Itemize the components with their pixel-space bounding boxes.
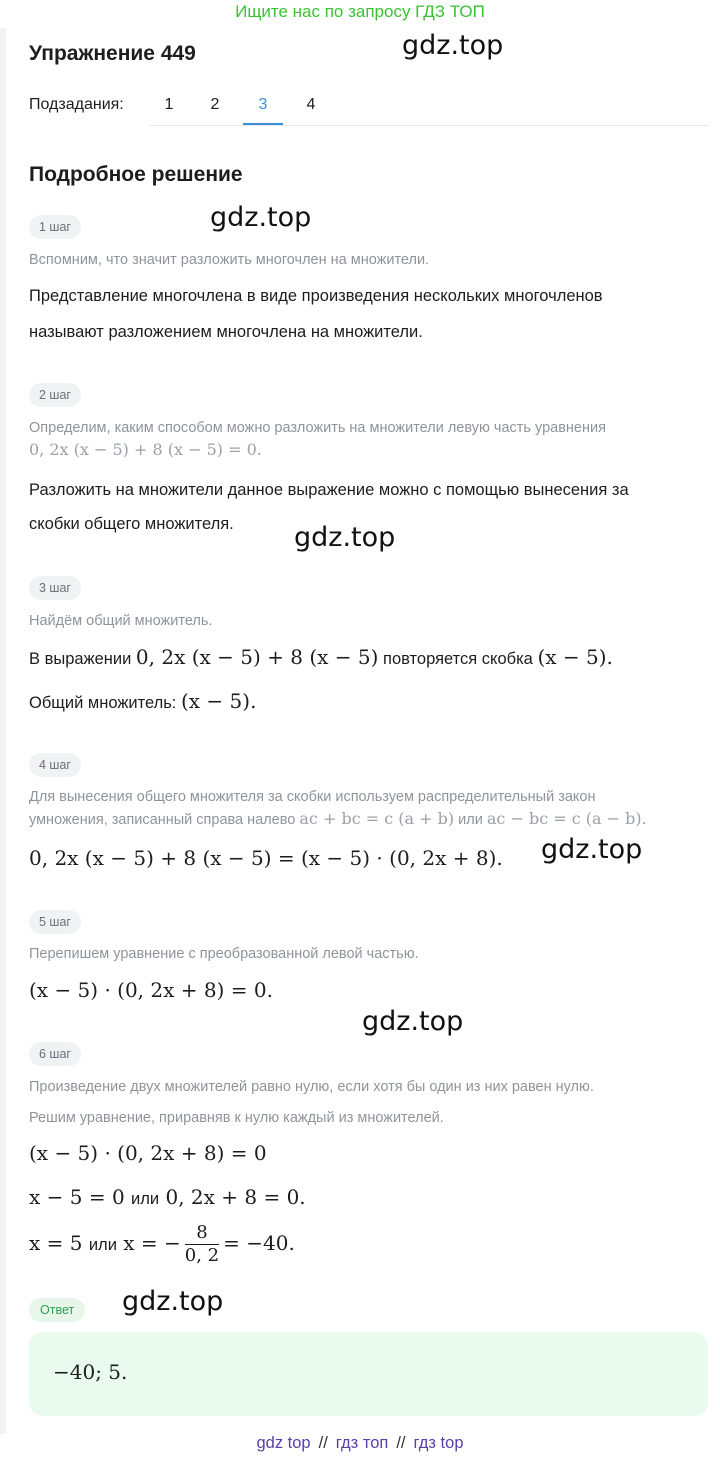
- step-hint: Решим уравнение, приравняв к нулю каждый из множителей.: [29, 1110, 444, 1126]
- step-hint-math: 0, 2x (x − 5) + 8 (x − 5) = 0.: [29, 440, 262, 459]
- step-hint-row: [29, 808, 647, 831]
- step-math: = −40.: [223, 1231, 295, 1255]
- step-hint: Для вынесения общего множителя за скобки используем распределительный закон: [29, 789, 596, 805]
- step-hint-math: ac + bc = c (a + b): [299, 809, 455, 828]
- or-word: или: [131, 1190, 160, 1208]
- step-hint: Перепишем уравнение с преобразованной левой частью.: [29, 946, 419, 962]
- step-math: x = −: [123, 1231, 181, 1255]
- step-text: повторяется скобка: [383, 650, 533, 668]
- step-badge: 4 шаг: [29, 753, 81, 777]
- footer-links: [0, 1434, 720, 1453]
- step-math-row: [29, 1222, 295, 1267]
- subtasks-label: Подзадания:: [29, 96, 124, 113]
- step-hint: Определим, каким способом можно разложить на множители левую часть уравнения: [29, 420, 606, 436]
- step-badge: 1 шаг: [29, 215, 81, 239]
- step-math-row: [29, 1185, 306, 1209]
- answer-box: [29, 1332, 708, 1416]
- search-banner: Ищите нас по запросу ГДЗ ТОП: [235, 2, 485, 21]
- answer-value: −40; 5.: [53, 1360, 128, 1384]
- left-edge-divider: [0, 28, 6, 1434]
- watermark: gdz.top: [402, 30, 504, 61]
- watermark: gdz.top: [541, 834, 643, 865]
- step-text-row: [29, 689, 256, 713]
- section-title: Подробное решение: [29, 163, 243, 186]
- step-badge: 2 шаг: [29, 383, 81, 407]
- footer-link[interactable]: gdz top: [256, 1434, 311, 1452]
- step-hint: Произведение двух множителей равно нулю, если хотя бы один из них равен нулю.: [29, 1079, 594, 1095]
- step-hint: Найдём общий множитель.: [29, 613, 213, 629]
- step-badge: 5 шаг: [29, 910, 81, 934]
- step-badge: 3 шаг: [29, 576, 81, 600]
- step-hint: Вспомним, что значит разложить многочлен на множители.: [29, 252, 430, 268]
- subtask-tab-3[interactable]: 3: [258, 96, 268, 113]
- watermark: gdz.top: [294, 522, 396, 553]
- step-text: скобки общего множителя.: [29, 515, 234, 533]
- step-hint-math: ac − bc = c (a − b).: [486, 809, 647, 828]
- watermark: gdz.top: [362, 1006, 464, 1037]
- watermark: gdz.top: [122, 1286, 224, 1317]
- footer-link[interactable]: гдз топ: [335, 1434, 389, 1452]
- subtask-tab-2[interactable]: 2: [210, 96, 220, 113]
- active-tab-indicator: [243, 123, 283, 125]
- fraction-numerator: 8: [196, 1222, 208, 1243]
- step-badge: 6 шаг: [29, 1042, 81, 1066]
- step-hint: или: [458, 812, 483, 828]
- footer-link[interactable]: гдз top: [413, 1434, 464, 1452]
- page-title: Упражнение 449: [29, 42, 196, 65]
- subtask-tab-1[interactable]: 1: [164, 96, 174, 113]
- step-math: 0, 2x (x − 5) + 8 (x − 5): [135, 645, 379, 669]
- or-word: или: [88, 1236, 117, 1254]
- answer-badge: Ответ: [29, 1298, 85, 1322]
- subtask-tab-4[interactable]: 4: [306, 96, 316, 113]
- step-math: (x − 5) · (0, 2x + 8) = 0: [29, 1141, 267, 1165]
- step-math: (x − 5).: [180, 689, 257, 713]
- tabs-divider: [150, 125, 708, 126]
- footer-separator: //: [396, 1434, 406, 1452]
- step-math: (x − 5) · (0, 2x + 8) = 0.: [29, 978, 273, 1002]
- step-math: x = 5: [29, 1231, 83, 1255]
- step-text: Разложить на множители данное выражение можно с помощью вынесения за: [29, 481, 629, 499]
- step-text: В выражении: [29, 650, 132, 668]
- footer-separator: //: [318, 1434, 328, 1452]
- step-math: 0, 2x (x − 5) + 8 (x − 5) = (x − 5) · (0, 2x + 8).: [29, 846, 503, 870]
- step-hint: умножения, записанный справа налево: [29, 812, 296, 828]
- step-math: 0, 2x + 8 = 0.: [165, 1185, 306, 1209]
- fraction-denominator: 0, 2: [184, 1245, 220, 1266]
- step-text: Представление многочлена в виде произведения нескольких многочленов: [29, 287, 603, 305]
- step-text: называют разложением многочлена на множители.: [29, 323, 423, 341]
- fraction: [185, 1222, 219, 1267]
- step-math: (x − 5).: [537, 645, 613, 669]
- step-text: Общий множитель:: [29, 694, 177, 712]
- watermark: gdz.top: [210, 202, 312, 233]
- step-math: x − 5 = 0: [29, 1185, 125, 1209]
- step-text-row: [29, 645, 613, 669]
